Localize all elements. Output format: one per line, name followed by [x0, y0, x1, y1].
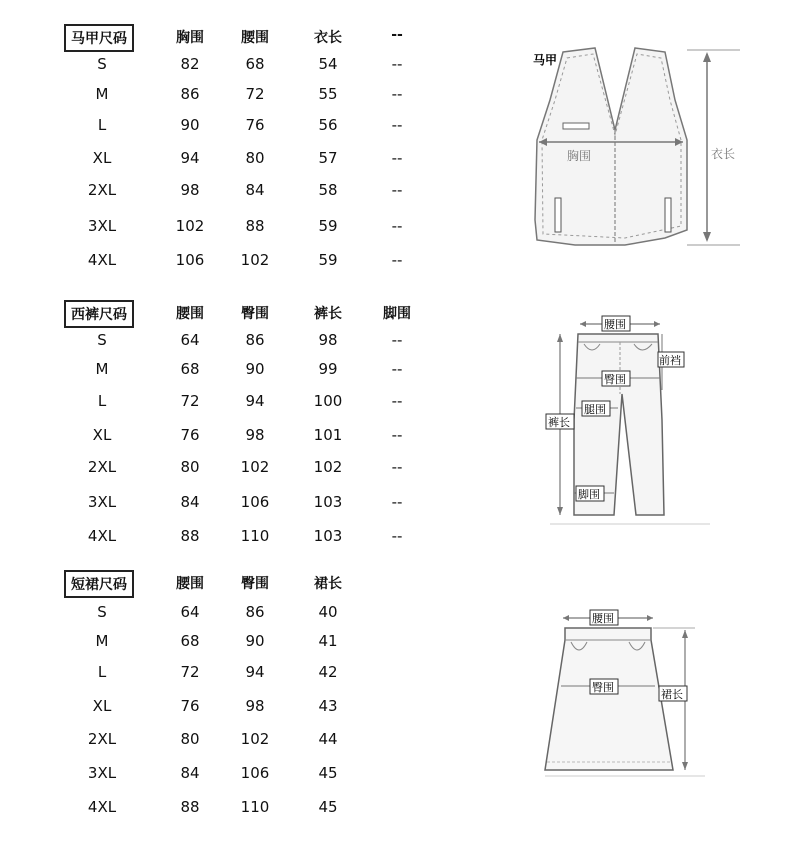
vest-table-cell: 84	[245, 181, 265, 199]
vest-length-label: 衣长	[711, 147, 736, 161]
trousers-header-cell: 腰围	[176, 306, 204, 322]
trousers-table-cell: 98	[245, 426, 265, 444]
trousers-table-cell: 103	[313, 493, 343, 511]
trousers-table-cell: 72	[180, 392, 200, 410]
trousers-header-cell: 臀围	[241, 306, 269, 322]
skirt-table-cell: 76	[180, 697, 200, 715]
vest-table-title: 马甲尺码	[64, 24, 134, 52]
trousers-table-title: 西裤尺码	[64, 300, 134, 328]
trousers-table-cell: 100	[313, 392, 343, 410]
vest-table-cell: 86	[180, 85, 200, 103]
trousers-table-cell: 102	[313, 458, 343, 476]
skirt-table-cell: 68	[180, 632, 200, 650]
trousers-table-cell: 64	[180, 331, 200, 349]
trousers-size-label: 3XL	[87, 493, 117, 511]
vest-size-label: L	[97, 116, 107, 134]
vest-size-label: 4XL	[87, 251, 117, 269]
vest-table-cell: --	[391, 149, 403, 167]
vest-table-cell: 94	[180, 149, 200, 167]
skirt-header-cell: 臀围	[241, 576, 269, 592]
trousers-table-cell: 101	[313, 426, 343, 444]
vest-table-cell: 59	[318, 217, 338, 235]
trousers-length-label: 裤长	[548, 416, 570, 429]
vest-header-cell: 衣长	[314, 30, 342, 46]
trousers-table-cell: --	[391, 493, 403, 511]
vest-table-cell: 76	[245, 116, 265, 134]
vest-table-cell: 98	[180, 181, 200, 199]
skirt-table-cell: 40	[318, 603, 338, 621]
vest-table-cell: 90	[180, 116, 200, 134]
trousers-size-label: S	[97, 331, 107, 349]
skirt-table-cell: 110	[240, 798, 270, 816]
skirt-size-label: M	[95, 632, 109, 650]
trousers-table-cell: 84	[180, 493, 200, 511]
skirt-size-label: 4XL	[87, 798, 117, 816]
trousers-table-cell: --	[391, 392, 403, 410]
vest-table-cell: 82	[180, 55, 200, 73]
trousers-hem-label: 脚围	[578, 488, 600, 501]
vest-table-cell: 58	[318, 181, 338, 199]
skirt-table-cell: 98	[245, 697, 265, 715]
vest-table-cell: 56	[318, 116, 338, 134]
trousers-table-cell: 76	[180, 426, 200, 444]
skirt-table-cell: 45	[318, 798, 338, 816]
trousers-table-cell: --	[391, 426, 403, 444]
vest-table-cell: --	[391, 251, 403, 269]
trousers-table-cell: --	[391, 360, 403, 378]
vest-table-cell: --	[391, 217, 403, 235]
vest-size-label: M	[95, 85, 109, 103]
skirt-table-cell: 43	[318, 697, 338, 715]
skirt-table-cell: 88	[180, 798, 200, 816]
vest-table-cell: --	[391, 116, 403, 134]
vest-diagram	[515, 40, 765, 260]
vest-table-cell: 57	[318, 149, 338, 167]
vest-table-cell: --	[391, 55, 403, 73]
skirt-table-cell: 106	[240, 764, 270, 782]
vest-table-cell: 102	[175, 217, 205, 235]
trousers-table-cell: 99	[318, 360, 338, 378]
skirt-diagram	[535, 600, 715, 785]
trousers-table-cell: 80	[180, 458, 200, 476]
trousers-table-cell: 110	[240, 527, 270, 545]
trousers-waist-label: 腰围	[604, 318, 626, 331]
trousers-header-cell: 脚围	[383, 306, 411, 322]
trousers-size-label: M	[95, 360, 109, 378]
trousers-diagram	[540, 310, 720, 535]
vest-size-label: 3XL	[87, 217, 117, 235]
skirt-length-label: 裙长	[661, 688, 683, 701]
vest-table-cell: 55	[318, 85, 338, 103]
skirt-header-cell: 腰围	[176, 576, 204, 592]
trousers-table-cell: 106	[240, 493, 270, 511]
trousers-table-cell: --	[391, 527, 403, 545]
trousers-header-cell: 裤长	[314, 306, 342, 322]
vest-table-cell: 72	[245, 85, 265, 103]
skirt-table-cell: 41	[318, 632, 338, 650]
skirt-waist-label: 腰围	[592, 612, 614, 625]
skirt-header-cell: 裙长	[314, 576, 342, 592]
vest-table-cell: 59	[318, 251, 338, 269]
vest-header-cell: 腰围	[241, 30, 269, 46]
vest-table-cell: 54	[318, 55, 338, 73]
skirt-table-cell: 45	[318, 764, 338, 782]
skirt-table-cell: 94	[245, 663, 265, 681]
vest-header-cell: --	[391, 27, 403, 43]
skirt-size-label: 3XL	[87, 764, 117, 782]
vest-size-label: 2XL	[87, 181, 117, 199]
vest-size-label: XL	[92, 149, 112, 167]
skirt-hip-label: 臀围	[592, 681, 614, 694]
trousers-rise-label: 前裆	[659, 354, 681, 367]
vest-table-cell: 80	[245, 149, 265, 167]
vest-table-cell: 106	[175, 251, 205, 269]
vest-table-cell: --	[391, 181, 403, 199]
trousers-table-cell: 88	[180, 527, 200, 545]
vest-header-cell: 胸围	[176, 30, 204, 46]
vest-chest-label: 胸围	[567, 149, 592, 163]
vest-table-cell: 68	[245, 55, 265, 73]
trousers-table-cell: 90	[245, 360, 265, 378]
trousers-table-cell: 86	[245, 331, 265, 349]
trousers-table-cell: --	[391, 331, 403, 349]
skirt-size-label: XL	[92, 697, 112, 715]
trousers-table-cell: 68	[180, 360, 200, 378]
trousers-size-label: L	[97, 392, 107, 410]
skirt-table-cell: 42	[318, 663, 338, 681]
trousers-size-label: 4XL	[87, 527, 117, 545]
trousers-table-cell: 98	[318, 331, 338, 349]
trousers-thigh-label: 腿围	[584, 403, 606, 416]
skirt-table-cell: 86	[245, 603, 265, 621]
trousers-table-cell: 102	[240, 458, 270, 476]
vest-size-label: S	[97, 55, 107, 73]
skirt-table-title: 短裙尺码	[64, 570, 134, 598]
trousers-table-cell: --	[391, 458, 403, 476]
skirt-table-cell: 84	[180, 764, 200, 782]
skirt-table-cell: 64	[180, 603, 200, 621]
skirt-size-label: S	[97, 603, 107, 621]
skirt-table-cell: 44	[318, 730, 338, 748]
skirt-table-cell: 90	[245, 632, 265, 650]
skirt-size-label: 2XL	[87, 730, 117, 748]
vest-table-cell: 102	[240, 251, 270, 269]
vest-diagram-name: 马甲	[533, 53, 558, 67]
skirt-table-cell: 80	[180, 730, 200, 748]
skirt-table-cell: 102	[240, 730, 270, 748]
skirt-size-label: L	[97, 663, 107, 681]
vest-table-cell: 88	[245, 217, 265, 235]
trousers-table-cell: 103	[313, 527, 343, 545]
skirt-table-cell: 72	[180, 663, 200, 681]
trousers-size-label: 2XL	[87, 458, 117, 476]
vest-table-cell: --	[391, 85, 403, 103]
trousers-hip-label: 臀围	[604, 373, 626, 386]
trousers-table-cell: 94	[245, 392, 265, 410]
trousers-size-label: XL	[92, 426, 112, 444]
